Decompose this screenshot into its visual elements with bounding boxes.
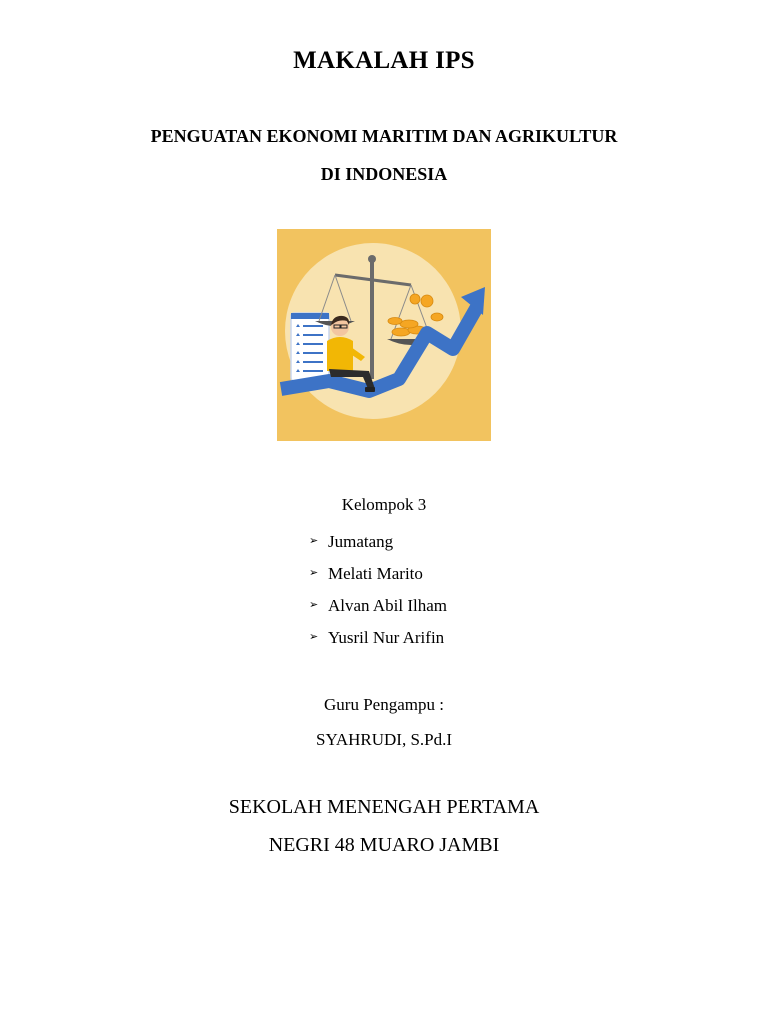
subtitle-line-2: DI INDONESIA bbox=[320, 164, 448, 184]
document-title: MAKALAH IPS bbox=[293, 47, 475, 74]
arrow-bullet-icon: ➢ bbox=[309, 630, 319, 643]
member-name: Alvan Abil Ilham bbox=[328, 596, 447, 615]
group-label: Kelompok 3 bbox=[341, 495, 427, 514]
member-name: Melati Marito bbox=[328, 564, 423, 583]
economy-growth-illustration-icon bbox=[277, 229, 491, 441]
cover-illustration bbox=[277, 229, 491, 441]
list-item bbox=[309, 563, 447, 595]
list-item bbox=[309, 627, 447, 659]
member-name: Yusril Nur Arifin bbox=[328, 628, 445, 647]
school-name-line-2: NEGRI 48 MUARO JAMBI bbox=[268, 834, 500, 856]
arrow-bullet-icon: ➢ bbox=[309, 534, 319, 547]
member-list bbox=[309, 531, 447, 659]
list-item bbox=[309, 531, 447, 563]
teacher-label: Guru Pengampu : bbox=[324, 695, 444, 714]
teacher-name: SYAHRUDI, S.Pd.I bbox=[315, 730, 453, 749]
arrow-bullet-icon: ➢ bbox=[309, 566, 319, 579]
member-name: Jumatang bbox=[328, 532, 394, 551]
school-name-line-1: SEKOLAH MENENGAH PERTAMA bbox=[228, 796, 540, 818]
list-item bbox=[309, 595, 447, 627]
subtitle-line-1: PENGUATAN EKONOMI MARITIM DAN AGRIKULTUR bbox=[150, 126, 618, 146]
arrow-bullet-icon: ➢ bbox=[309, 598, 319, 611]
